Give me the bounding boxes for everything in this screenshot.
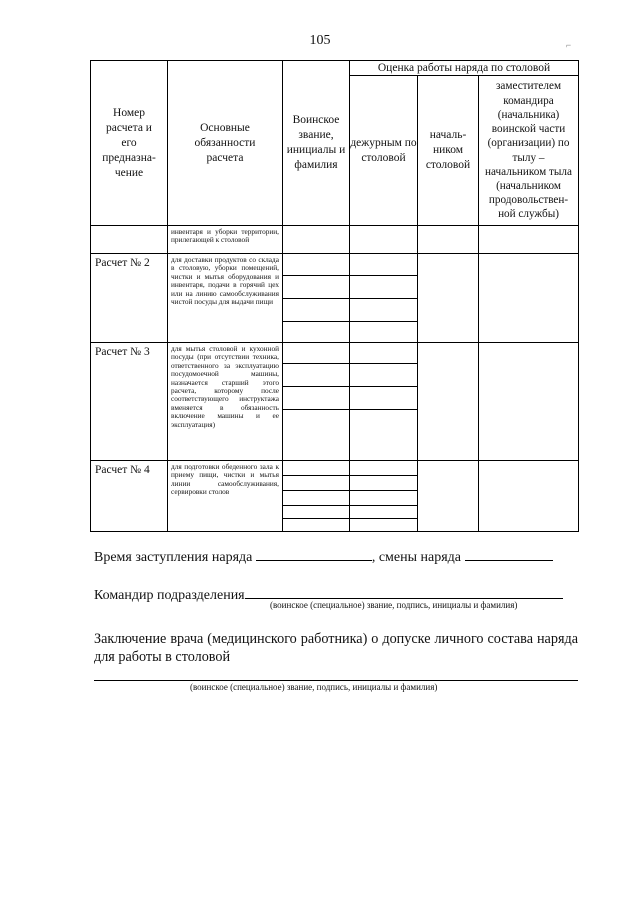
rank-subgrid	[283, 461, 349, 531]
header-deputy: заместителем командира (начальника) воинской части (организации) по тылу – начальником тыла (начальником продовольствен-ной службы)	[479, 76, 579, 226]
row-duties: для мытья столовой и кухонной посуды (при отсутствии техника, ответственного за эксплуатацию посудомоечной машины, назначается старший этого расчета, которому после соответствующего инструктажа вменяется в обязанность включение машины и ее эксплуатация)	[168, 343, 283, 461]
cell-deputy	[479, 226, 579, 254]
commander-caption: (воинское (специальное) звание, подпись, инициалы и фамилия)	[270, 600, 518, 610]
cell-deputy	[479, 343, 579, 461]
header-duties: Основные обязанности расчета	[168, 61, 283, 226]
time-change-field[interactable]	[465, 546, 553, 561]
cell-head	[418, 461, 479, 532]
time-line	[94, 546, 553, 566]
duty-officer-subgrid	[350, 461, 417, 531]
cell-duty-officer	[350, 254, 418, 343]
time-start-label: Время заступления наряда	[94, 550, 253, 565]
page-number: 105	[309, 33, 331, 48]
row-duties: инвентаря и уборки территории, прилегающей к столовой	[168, 226, 283, 254]
header-number: Номер расчета и его предназна-чение	[91, 61, 168, 226]
cell-rank	[283, 254, 350, 343]
cell-head	[418, 226, 479, 254]
row-duties: для доставки продуктов со склада в столовую, уборки помещений, чистки и мытья оборудования и инвентаря, подачи в горячий цех или на линию самообслуживания чистой посуды для выдачи пищи	[168, 254, 283, 343]
cell-rank	[283, 226, 350, 254]
rank-subgrid	[283, 343, 349, 460]
table-row	[91, 343, 579, 461]
header-assessment-group: Оценка работы наряда по столовой	[350, 61, 579, 76]
table-row	[91, 254, 579, 343]
doctor-caption: (воинское (специальное) звание, подпись, инициалы и фамилия)	[190, 682, 438, 692]
row-name: Расчет № 4	[91, 461, 168, 532]
row-name	[91, 226, 168, 254]
cell-deputy	[479, 254, 579, 343]
table-row	[91, 226, 579, 254]
time-start-field[interactable]	[256, 546, 372, 561]
duty-officer-subgrid	[350, 254, 417, 342]
doctor-conclusion-text: Заключение врача (медицинского работника) о допуске личного состава наряда для работы в столовой	[94, 631, 578, 665]
cell-duty-officer	[350, 461, 418, 532]
commander-field[interactable]	[245, 584, 563, 599]
duty-officer-subgrid	[350, 343, 417, 460]
cell-deputy	[479, 461, 579, 532]
doctor-signature-line[interactable]	[94, 680, 578, 681]
header-rank: Воинское звание, инициалы и фамилия	[283, 61, 350, 226]
row-name: Расчет № 3	[91, 343, 168, 461]
header-canteen-head: началь-ником столовой	[418, 76, 479, 226]
row-duties: для подготовки обеденного зала к приему пищи, чистки и мытья линии самообслуживания, сервировки столов	[168, 461, 283, 532]
cell-duty-officer	[350, 343, 418, 461]
cell-duty-officer	[350, 226, 418, 254]
table-row	[91, 461, 579, 532]
rank-subgrid	[283, 254, 349, 342]
cell-head	[418, 343, 479, 461]
row-name: Расчет № 2	[91, 254, 168, 343]
time-change-label: , смены наряда	[371, 550, 462, 565]
cell-head	[418, 254, 479, 343]
commander-label: Командир подразделения	[94, 588, 245, 603]
cell-rank	[283, 461, 350, 532]
header-duty-officer: дежурным по столовой	[350, 76, 418, 226]
corner-mark: ⌐	[566, 40, 572, 50]
cell-rank	[283, 343, 350, 461]
duty-assessment-table	[90, 60, 579, 532]
